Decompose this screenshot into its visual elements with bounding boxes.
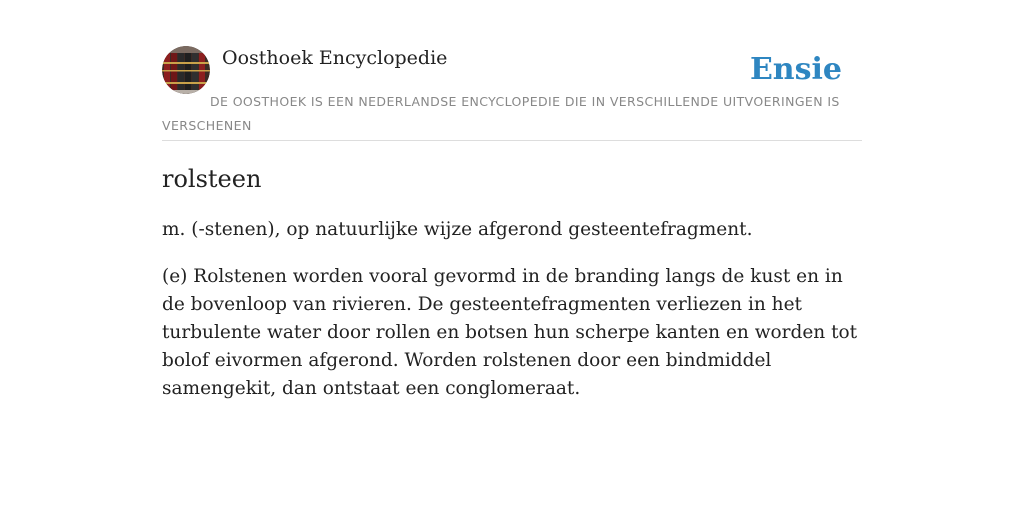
site-header [162, 46, 862, 141]
entry-title: rolsteen [162, 165, 262, 193]
brand-logo-link[interactable]: Ensie [749, 52, 842, 87]
site-name[interactable]: Oosthoek Encyclopedie [222, 47, 448, 69]
entry-definition: m. (-stenen), op natuurlijke wijze afgerond gesteentefragment. [162, 219, 753, 240]
site-tagline: DE OOSTHOEK IS EEN NEDERLANDSE ENCYCLOPEDIE DIE IN VERSCHILLENDE UITVOERINGEN IS VERSCHENEN [162, 94, 840, 133]
book-spines-avatar-icon[interactable] [162, 46, 210, 94]
entry-explanation: (e) Rolstenen worden vooral gevormd in de branding langs de kust en in de bovenloop van rivieren. De gesteentefragmenten verliezen in het turbulente water door rollen en botsen hun scherpe kanten en worden tot bolof eivormen afgerond. Worden rolstenen door een bindmiddel samengekit, dan ontstaat een conglomeraat. [162, 266, 858, 399]
entry-content [162, 162, 862, 403]
